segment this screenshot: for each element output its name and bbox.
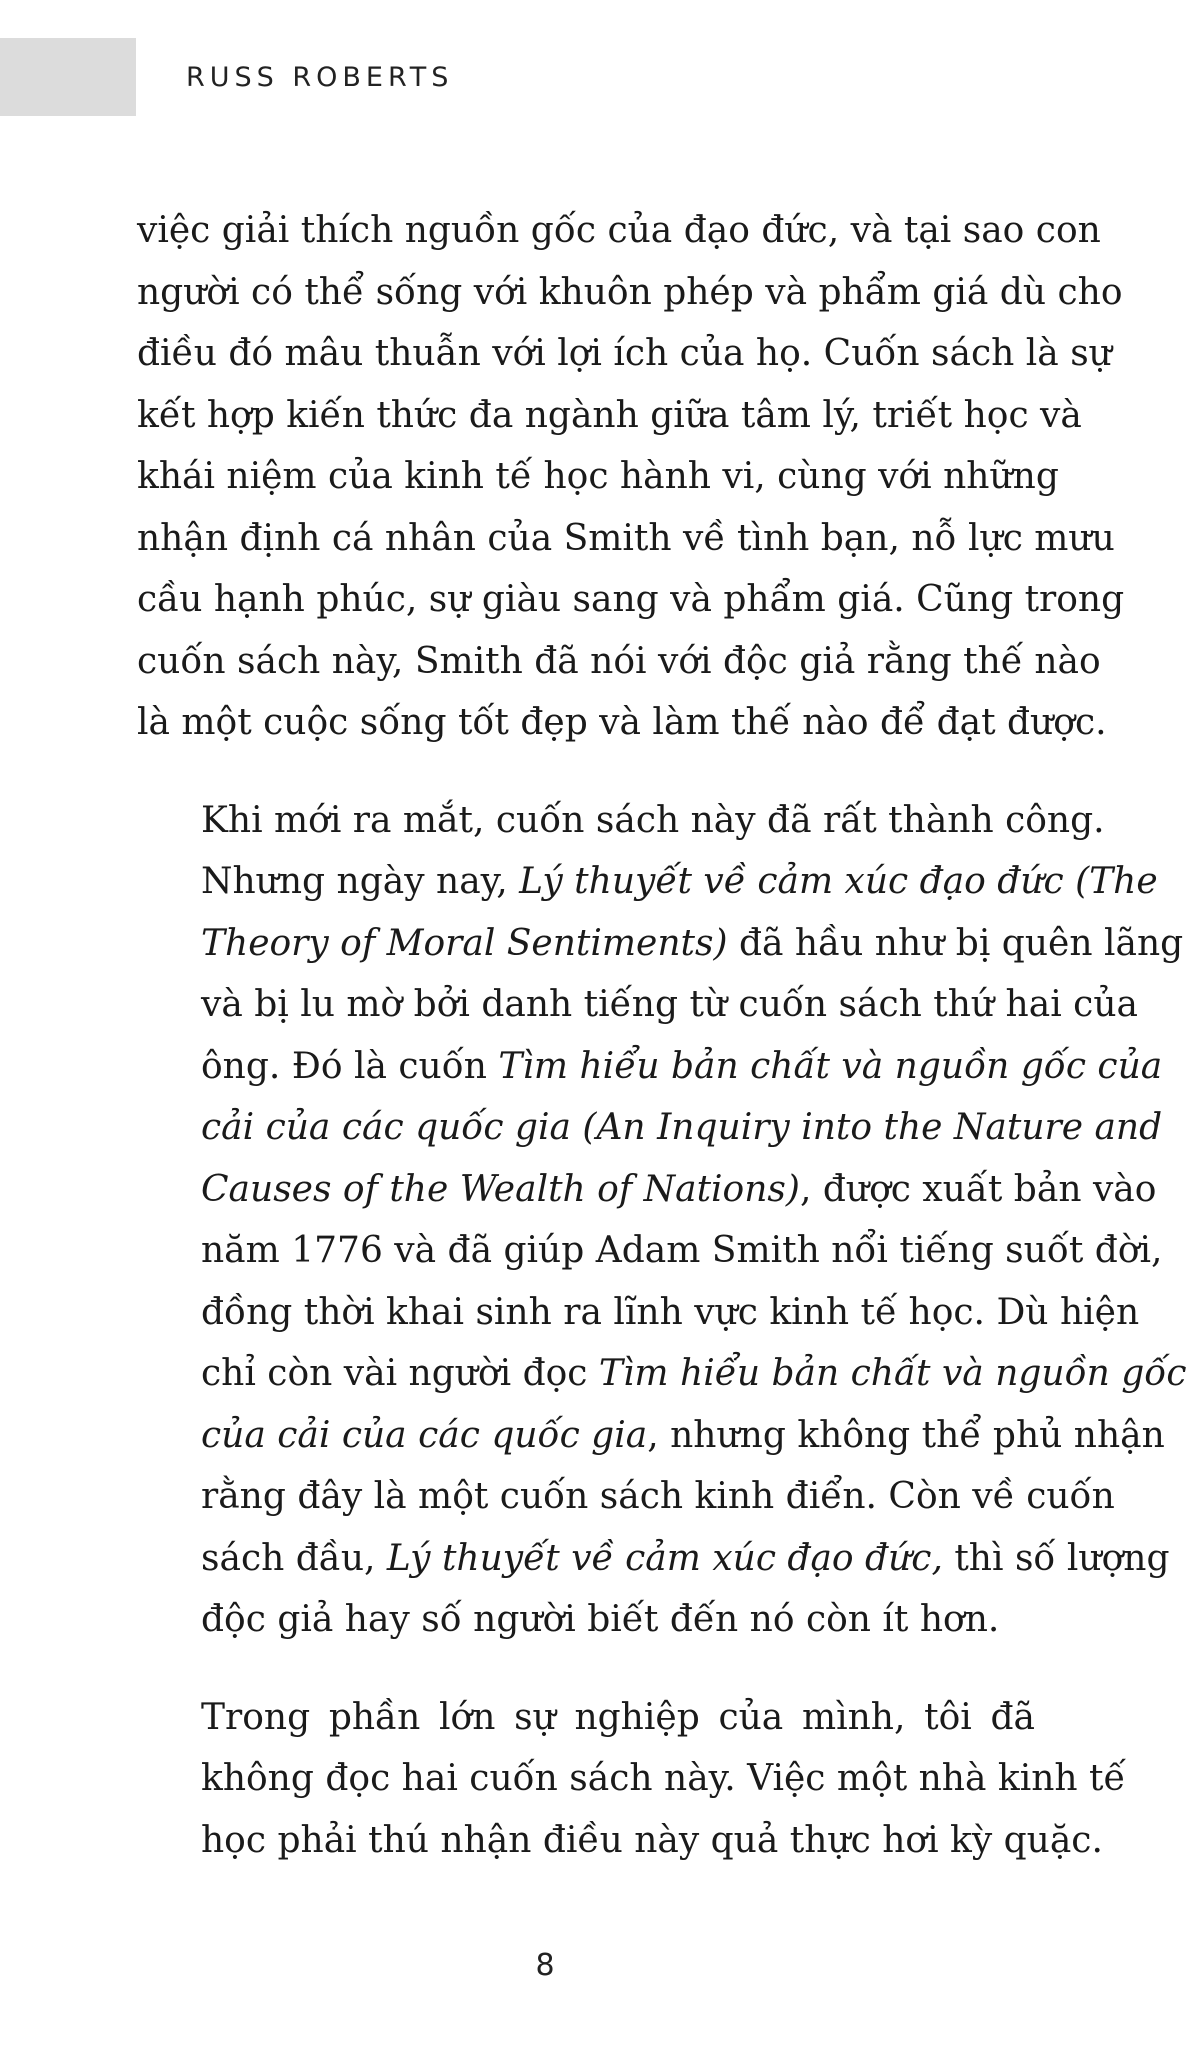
- text-run: kết hợp kiến thức đa ngành giữa tâm lý, triết học và: [137, 394, 1082, 436]
- text-run: Nhưng ngày nay,: [201, 861, 520, 902]
- text-run: cầu hạnh phúc, sự giàu sang và phẩm giá. Cũng trong: [137, 579, 1125, 620]
- text-line: [137, 446, 1059, 508]
- text-line: [137, 200, 1101, 262]
- paragraph: [137, 200, 1125, 754]
- text-line: [137, 1748, 1126, 1810]
- text-run: cuốn sách này, Smith đã nói với độc giả rằng thế nào: [137, 640, 1101, 682]
- text-run: , được xuất bản vào: [799, 1168, 1157, 1210]
- text-run: không đọc hai cuốn sách này. Việc một nhà kinh tế: [201, 1758, 1126, 1799]
- text-line: [137, 1589, 1035, 1651]
- text-line: [137, 1036, 1163, 1098]
- text-line: [137, 692, 1107, 754]
- text-line: [137, 1687, 1035, 1749]
- text-line: [137, 508, 1115, 570]
- text-line: [137, 1343, 1187, 1405]
- text-run: , nhưng không thể phủ nhận: [647, 1414, 1165, 1456]
- text-run: và bị lu mờ bởi danh tiếng từ cuốn sách thứ hai của: [201, 984, 1138, 1025]
- text-run: đã hầu như bị quên lãng: [727, 922, 1184, 964]
- text-run: Trong phần lớn sự nghiệp của mình, tôi đã: [201, 1696, 1035, 1738]
- text-run: Khi mới ra mắt, cuốn sách này đã rất thành công.: [201, 799, 1105, 841]
- running-head: RUSS ROBERTS: [186, 62, 454, 93]
- text-line: [137, 1220, 1163, 1282]
- paragraph: [137, 790, 1187, 1651]
- italic-title-text: Lý thuyết về cảm xúc đạo đức,: [386, 1537, 943, 1579]
- header-tab-mark: [0, 38, 136, 116]
- text-line: [137, 1159, 1157, 1221]
- text-run: học phải thú nhận điều này quả thực hơi kỳ quặc.: [201, 1819, 1103, 1861]
- text-line: [137, 1097, 1163, 1159]
- text-line: [137, 569, 1125, 631]
- text-run: độc giả hay số người biết đến nó còn ít hơn.: [201, 1599, 1000, 1640]
- text-run: năm 1776 và đã giúp Adam Smith nổi tiếng suốt đời,: [201, 1230, 1163, 1271]
- text-run: điều đó mâu thuẫn với lợi ích của họ. Cuốn sách là sự: [137, 333, 1112, 374]
- italic-title-text: Tìm hiểu bản chất và nguồn gốc: [598, 1353, 1187, 1394]
- italic-title-text: Lý thuyết về cảm xúc đạo đức (The: [519, 861, 1158, 902]
- text-run: khái niệm của kinh tế học hành vi, cùng với những: [137, 456, 1059, 497]
- italic-title-text: cải của các quốc gia (An Inquiry into the Nature and: [201, 1107, 1163, 1148]
- text-run: thì số lượng: [942, 1537, 1170, 1579]
- text-line: [137, 1528, 1170, 1590]
- text-line: [137, 262, 1123, 324]
- text-run: nhận định cá nhân của Smith về tình bạn, nỗ lực mưu: [137, 517, 1115, 559]
- text-line: [137, 1282, 1140, 1344]
- text-line: [137, 631, 1101, 693]
- italic-title-text: Causes of the Wealth of Nations): [201, 1168, 800, 1210]
- italic-title-text: Theory of Moral Sentiments): [201, 922, 728, 964]
- text-line: [137, 385, 1082, 447]
- text-line: [137, 974, 1138, 1036]
- text-run: rằng đây là một cuốn sách kinh điển. Còn về cuốn: [201, 1476, 1115, 1517]
- text-line: [137, 913, 1184, 975]
- text-line: [137, 851, 1158, 913]
- paragraph: [137, 1687, 1126, 1872]
- italic-title-text: Tìm hiểu bản chất và nguồn gốc của: [498, 1045, 1163, 1087]
- text-line: [137, 1810, 1103, 1872]
- text-line: [137, 1405, 1165, 1467]
- text-run: người có thể sống với khuôn phép và phẩm giá dù cho: [137, 271, 1123, 313]
- text-run: sách đầu,: [201, 1537, 387, 1579]
- text-run: đồng thời khai sinh ra lĩnh vực kinh tế học. Dù hiện: [201, 1291, 1140, 1333]
- text-line: [137, 790, 1105, 852]
- text-line: [137, 323, 1112, 385]
- text-run: là một cuộc sống tốt đẹp và làm thế nào để đạt được.: [137, 702, 1107, 743]
- text-line: [137, 1466, 1115, 1528]
- body-text: [137, 200, 1187, 1871]
- italic-title-text: của cải của các quốc gia: [201, 1414, 648, 1456]
- text-run: ông. Đó là cuốn: [201, 1045, 499, 1087]
- page-number: 8: [535, 1948, 555, 1983]
- text-run: chỉ còn vài người đọc: [201, 1353, 599, 1394]
- text-run: việc giải thích nguồn gốc của đạo đức, và tại sao con: [137, 210, 1101, 251]
